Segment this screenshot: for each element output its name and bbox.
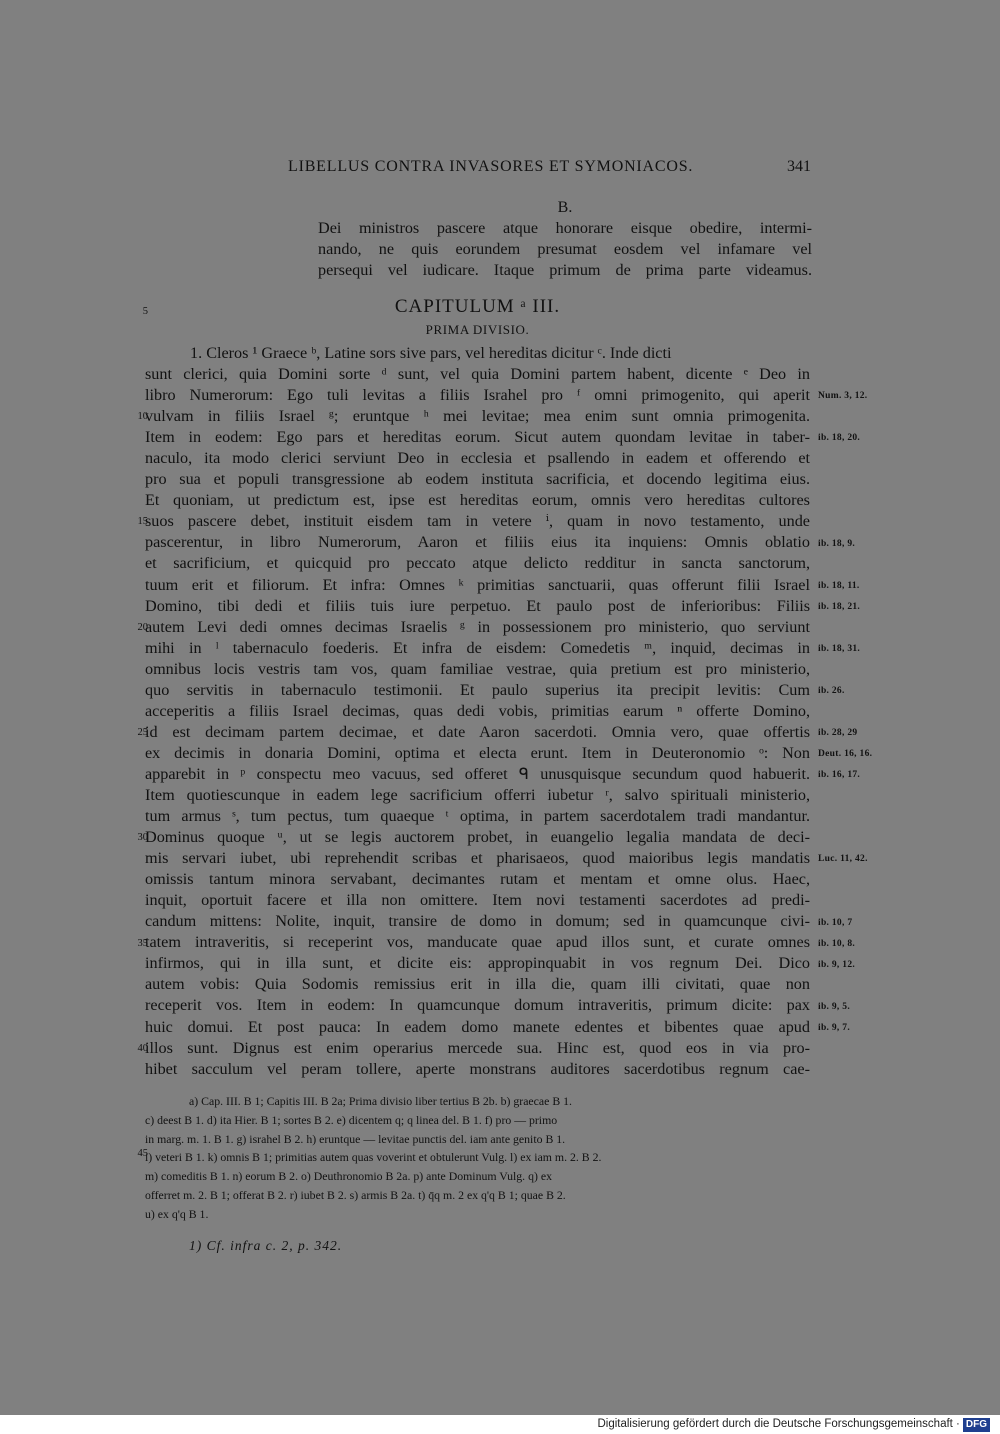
footnote-line: a) Cap. III. B 1; Capitis III. B 2a; Prima divisio liber tertius B 2b. b) graecae B 1. [189,1094,572,1108]
footer-text: Digitalisierung gefördert durch die Deutsche Forschungsgemeinschaft · [597,1418,960,1430]
source-reference: 1) Cf. infra c. 2, p. 342. [189,1238,343,1253]
text-line: naculo, ita modo clerici serviunt Deo in ecclesia et psallendo in eadem et offerendo et [145,449,810,468]
text-line: omissis tantum minora servabant, decimantes rutam et mentam et omne olus. Haec, [145,870,810,889]
margin-reference: ib. 18, 21. [818,601,861,612]
text-line: receperit vos. Item in eodem: In quamcunque domum intraveritis, primum dicite: pax [145,996,810,1015]
text-line: pascerentur, in libro Numerorum, Aaron et filiis eius ita inquiens: Omnis oblatio [145,533,810,552]
running-title: LIBELLUS CONTRA INVASORES ET SYMONIACOS. [288,158,694,175]
line-number: 5 [142,306,148,317]
intro-line: Dei ministros pascere atque honorare eisque obedire, intermi- [318,219,812,238]
text-line: Item quotiescunque in eadem lege sacrificium offerri iubetur ʳ, salvo spirituali ministerio, [145,785,810,804]
line-number: 10 [137,411,148,423]
margin-reference: ib. 10, 7 [818,917,853,928]
line-number: 20 [137,621,148,633]
text-line: infirmos, qui in illa sunt, et dicite eis: appropinquabit in vos regnum Dei. Dico [145,954,810,973]
text-line: quo servitis in tabernaculo testimonii. Et paulo superius ita precipit levitis: Cum [145,680,810,699]
page-number: 341 [787,158,811,175]
text-line: ex decimis in donaria Domini, optima et electa erunt. Item in Deuteronomio ᵒ: Non [145,743,810,762]
intro-paragraph [318,197,812,281]
line-number: 30 [137,832,148,844]
footnotes [145,1092,810,1224]
text-line: 1. Cleros ¹ Graece ᵇ, Latine sors sive pars, vel hereditas dicitur ᶜ. Inde dicti [190,344,672,362]
text-line: et sacrificium, et quicquid pro peccato atque delicto redditur in sancta sanctorum, [145,554,810,573]
text-line: id est decimam partem decimae, et date Aaron sacerdoti. Omnia vero, quae offertis [145,722,810,741]
margin-reference: ib. 16, 17. [818,770,861,781]
margin-reference: Deut. 16, 16. [818,749,873,760]
text-line: vulvam in filiis Israel ᵍ; eruntque ʰ mei levitae; mea enim sunt omnia primogenita. [145,407,810,426]
margin-reference: ib. 18, 31. [818,643,861,654]
running-header [0,158,1000,184]
text-line: candum mittens: Nolite, inquit, transire de domo in domum; sed in quamcunque civi- [145,912,810,931]
margin-reference: ib. 18, 9. [818,538,856,549]
division-title: PRIMA DIVISIO. [425,322,530,337]
margin-reference: ib. 9, 5. [818,1001,850,1012]
text-line: Dominus quoque ᵘ, ut se legis auctorem probet, in euangelio legalia mandata de deci- [145,828,810,847]
chapter-title: CAPITULUM ᵃ III. [394,296,561,317]
margin-reference: ib. 26. [818,685,845,696]
text-line: Et quoniam, ut predictum est, ipse est hereditas eorum, omnis vero hereditas cultores [145,491,810,510]
text-line: tuum erit et filiorum. Et infra: Omnes ᵏ primitias sanctuarii, quas offerunt filii Israel [145,575,810,594]
main-text [145,343,810,1080]
margin-reference: ib. 10, 8. [818,938,856,949]
section-heading: B. [557,199,573,216]
text-line: pro sua et populi transgressione ab eodem instituta sacrificia, et docendo legitima eius. [145,470,810,489]
text-line: mihi in ˡ tabernaculo foederis. Et infra de eisdem: Comedetis ᵐ, inquid, decimas in [145,638,810,657]
margin-reference: ib. 9, 7. [818,1022,850,1033]
text-line: hibet sacculum vel peram tollere, aperte monstrans auditores sacerdotibus regnum cae- [145,1059,810,1078]
dfg-logo: DFG [963,1418,990,1432]
text-line: Domino, tibi dedi et filiis tuis iure perpetuo. Et paulo post de inferioribus: Filiis [145,596,810,615]
footnote-line: i) veteri B 1. k) omnis B 1; primitias autem quas voverint et obtulerunt Vulg. l) ex iam m. 2. B 2. [145,1150,602,1165]
text-line: tum armus ˢ, tum pectus, tum quaeque ᵗ optima, in partem sacerdotalem tradi mandantur. [145,807,810,826]
text-line: autem Levi dedi omnes decimas Israelis ᵍ in possessionem pro ministerio, quo serviunt [145,617,810,636]
footnote-line: offerret m. 2. B 1; offerat B 2. r) iubet B 2. s) armis B 2a. t) q̄q m. 2 ex q'q B 1; quae B 2. [145,1187,566,1202]
line-number: 15 [137,516,148,528]
footnote-line: u) ex q'q B 1. [145,1206,209,1221]
text-line: Item in eodem: Ego pars et hereditas eorum. Sicut autem quondam levitae in taber- [145,428,810,447]
text-line: mis servari iubet, ubi reprehendit scribas et pharisaeos, quod maioribus legis mandatis [145,849,810,868]
line-number: 35 [137,937,148,949]
margin-reference: Luc. 11, 42. [818,854,868,865]
footer [597,1418,990,1432]
text-line: inquit, oportuit facere et illa non omittere. Item novi testamenti sacerdotes ad predi- [145,891,810,910]
text-line: apparebit in ᵖ conspectu meo vacuus, sed offeret ᑫ unusquisque secundum quod habuerit. [145,764,810,783]
margin-reference: ib. 9, 12. [818,959,856,970]
text-line: acceperitis a filiis Israel decimas, quas dedi vobis, primitias earum ⁿ offerte Domino, [145,701,810,720]
footnote-line: in marg. m. 1. B 1. g) israhel B 2. h) eruntque — levitae punctis del. iam ante genito B 1. [145,1131,566,1146]
footnote-line: m) comeditis B 1. n) eorum B 2. o) Deuthronomio B 2a. p) ante Dominum Vulg. q) ex [145,1169,552,1184]
intro-line: nando, ne quis eorundem presumat eosdem vel infamare vel [318,240,812,259]
line-number: 40 [137,1042,148,1054]
text-line: libro Numerorum: Ego tuli levitas a filiis Israhel pro ᶠ omni primogenito, qui aperit [145,386,810,405]
line-number: 25 [137,727,148,739]
text-line: tatem intraveritis, si receperint vos, manducate quae apud illos sunt, et curate omnes [145,933,810,952]
margin-reference: ib. 18, 20. [818,433,861,444]
intro-line: persequi vel iudicare. Itaque primum de prima parte videamus. [318,261,812,280]
text-line: omnibus locis vestris tam vos, quam familiae vestrae, quia pretium est pro ministerio, [145,659,810,678]
text-line: sunt clerici, quia Domini sorte ᵈ sunt, vel quia Domini partem habent, dicente ᵉ Deo in [145,365,810,384]
text-line: suos pascere debet, instituit eisdem tam in vetere ⁱ, quam in novo testamento, unde [145,512,810,531]
margin-reference: Num. 3, 12. [818,391,868,402]
margin-reference: ib. 18, 11. [818,580,860,591]
text-line: autem vobis: Quia Sodomis remissius erit in illa die, quam illi civitati, quae non [145,975,810,994]
text-line: illos sunt. Dignus est enim operarius mercede sua. Hinc est, quod eos in via pro- [145,1038,810,1057]
footnote-line-number: 45 [137,1148,148,1159]
text-line: huic domui. Et post pauca: In eadem domo manete edentes et bibentes quae apud [145,1017,810,1036]
footnote-line: c) deest B 1. d) ita Hier. B 1; sortes B 2. e) dicentem q; q linea del. B 1. f) pro — primo [145,1112,558,1127]
margin-reference: ib. 28, 29 [818,728,858,739]
